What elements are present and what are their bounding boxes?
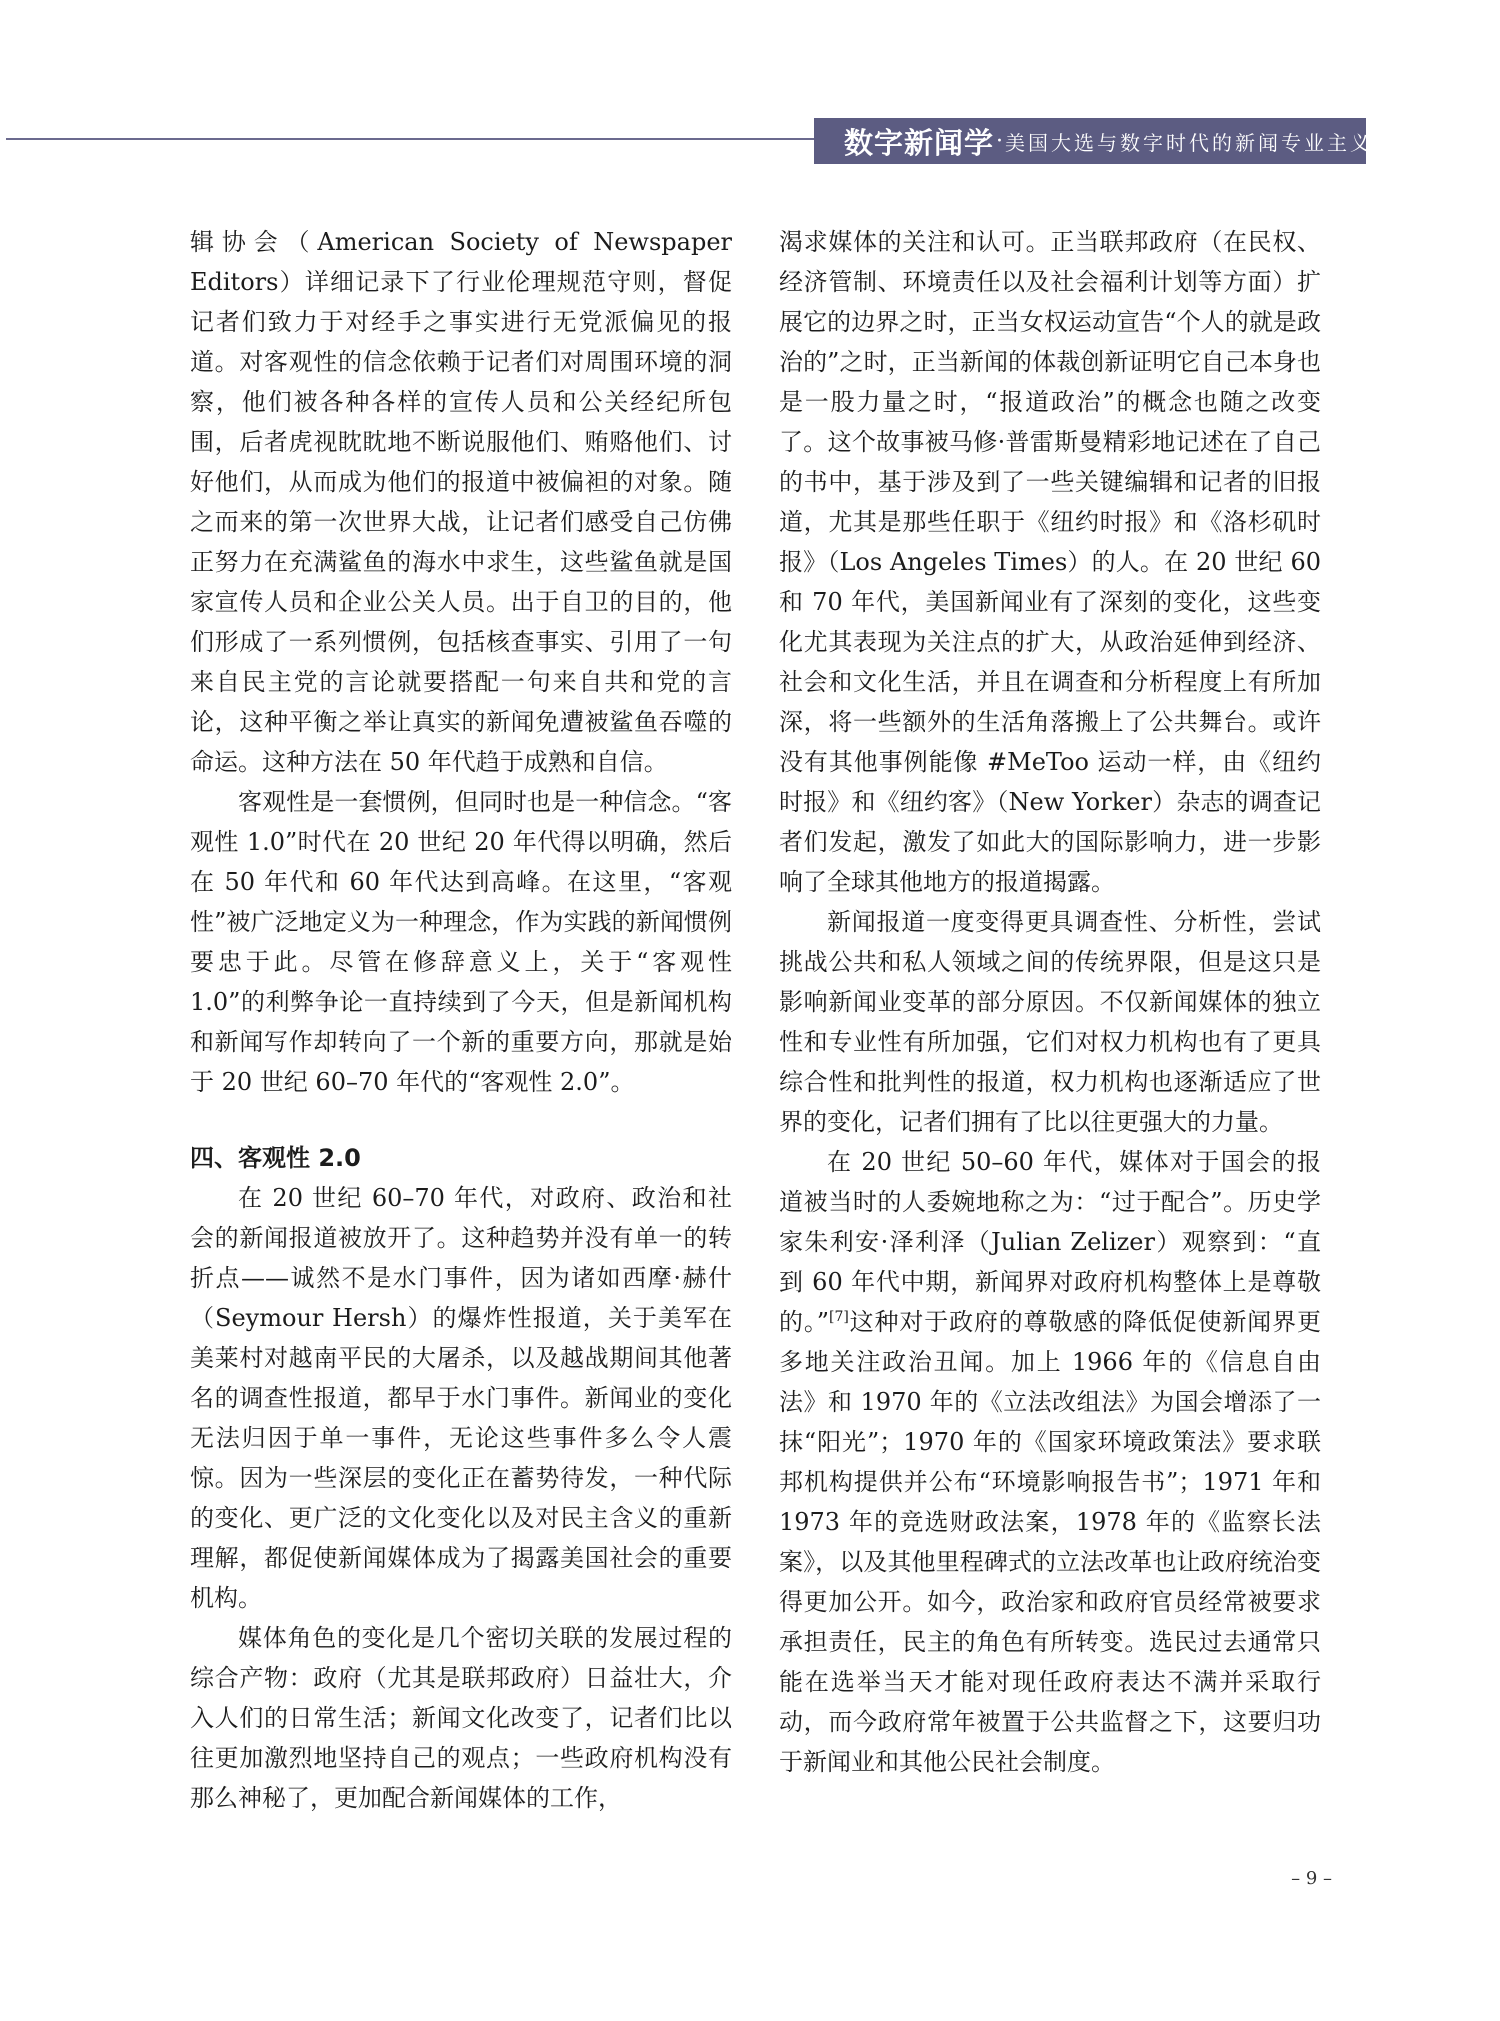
paragraph: 渴求媒体的关注和认可。正当联邦政府（在民权、经济管制、环境责任以及社会福利计划等方面）扩展它的边界之时，正当女权运动宣告“个人的就是政治的”之时，正当新闻的体裁创新证明它自己本身也是一股力量之时，“报道政治”的概念也随之改变了。这个故事被马修·普雷斯曼精彩地记述在了自己的书中，基于涉及到了一些关键编辑和记者的旧报道，尤其是那些任职于《纽约时报》和《洛杉矶时报》（Los Angeles Times）的人。在 20 世纪 60 和 70 年代，美国新闻业有了深刻的变化，这些变化尤其表现为关注点的扩大，从政治延伸到经济、社会和文化生活，并且在调查和分析程度上有所加深，将一些额外的生活角落搬上了公共舞台。或许没有其他事例能像 #MeToo 运动一样，由《纽约时报》和《纽约客》（New Yorker）杂志的调查记者们发起，激发了如此大的国际影响力，进一步影响了全球其他地方的报道揭露。 <box>779 228 1321 896</box>
chapter-title: 美国大选与数字时代的新闻专业主义 <box>1005 130 1374 155</box>
paragraph: 辑协会（American Society of Newspaper Editors）详细记录下了行业伦理规范守则，督促记者们致力于对经手之事实进行无党派偏见的报道。对客观性的信念依赖于记者们对周围环境的洞察，他们被各种各样的宣传人员和公关经纪所包围，后者虎视眈眈地不断说服他们、贿赂他们、讨好他们，从而成为他们的报道中被偏袒的对象。随之而来的第一次世界大战，让记者们感受自己仿佛正努力在充满鲨鱼的海水中求生，这些鲨鱼就是国家宣传人员和企业公关人员。出于自卫的目的，他们形成了一系列惯例，包括核查事实、引用了一句来自民主党的言论就要搭配一句来自共和党的言论，这种平衡之举让真实的新闻免遭被鲨鱼吞噬的命运。这种方法在 50 年代趋于成熟和自信。 <box>190 228 732 776</box>
header-separator: · <box>996 128 1004 154</box>
paragraph: 新闻报道一度变得更具调查性、分析性，尝试挑战公共和私人领域之间的传统界限，但是这只是影响新闻业变革的部分原因。不仅新闻媒体的独立性和专业性有所加强，它们对权力机构也有了更具综合性和批判性的报道，权力机构也逐渐适应了世界的变化，记者们拥有了比以往更强大的力量。 <box>779 908 1321 1136</box>
book-title: 数字新闻学 <box>844 125 995 160</box>
footnote-marker: [7] <box>828 1309 849 1325</box>
left-column <box>190 222 732 1818</box>
page-number: – 9 – <box>1291 1868 1332 1889</box>
paragraph <box>779 1142 1321 1782</box>
paragraph: 客观性是一套惯例，但同时也是一种信念。“客观性 1.0”时代在 20 世纪 20 年代得以明确，然后在 50 年代和 60 年代达到高峰。在这里，“客观性”被广泛地定义为一种理念，作为实践的新闻惯例要忠于此。尽管在修辞意义上，关于“客观性 1.0”的利弊争论一直持续到了今天，但是新闻机构和新闻写作却转向了一个新的重要方向，那就是始于 20 世纪 60–70 年代的“客观性 2.0”。 <box>190 788 732 1096</box>
paragraph-text: 这种对于政府的尊敬感的降低促使新闻界更多地关注政治丑闻。加上 1966 年的《信息自由法》和 1970 年的《立法改组法》为国会增添了一抹“阳光”；1970 年的《国家环境政策法》要求联邦机构提供并公布“环境影响报告书”；1971 年和 1973 年的竞选财政法案，1978 年的《监察长法案》，以及其他里程碑式的立法改革也让政府统治变得更加公开。如今，政治家和政府官员经常被要求承担责任，民主的角色有所转变。选民过去通常只能在选举当天才能对现任政府表达不满并采取行动，而今政府常年被置于公共监督之下，这要归功于新闻业和其他公民社会制度。 <box>779 1308 1321 1776</box>
right-column <box>779 222 1321 1782</box>
running-header <box>814 118 1374 164</box>
paragraph-text: 在 20 世纪 50–60 年代，媒体对于国会的报道被当时的人委婉地称之为：“过于配合”。历史学家朱利安·泽利泽（Julian Zelizer）观察到：“直到 60 年代中期，新闻界对政府机构整体上是尊敬的。” <box>779 1148 1321 1336</box>
section-heading: 四、客观性 2.0 <box>190 1144 361 1172</box>
paragraph: 媒体角色的变化是几个密切关联的发展过程的综合产物：政府（尤其是联邦政府）日益壮大，介入人们的日常生活；新闻文化改变了，记者们比以往更加激烈地坚持自己的观点；一些政府机构没有那么神秘了，更加配合新闻媒体的工作， <box>190 1624 732 1812</box>
paragraph: 在 20 世纪 60–70 年代，对政府、政治和社会的新闻报道被放开了。这种趋势并没有单一的转折点——诚然不是水门事件，因为诸如西摩·赫什（Seymour Hersh）的爆炸性报道，关于美军在美莱村对越南平民的大屠杀，以及越战期间其他著名的调查性报道，都早于水门事件。新闻业的变化无法归因于单一事件，无论这些事件多么令人震惊。因为一些深层的变化正在蓄势待发，一种代际的变化、更广泛的文化变化以及对民主含义的重新理解，都促使新闻媒体成为了揭露美国社会的重要机构。 <box>190 1184 732 1612</box>
